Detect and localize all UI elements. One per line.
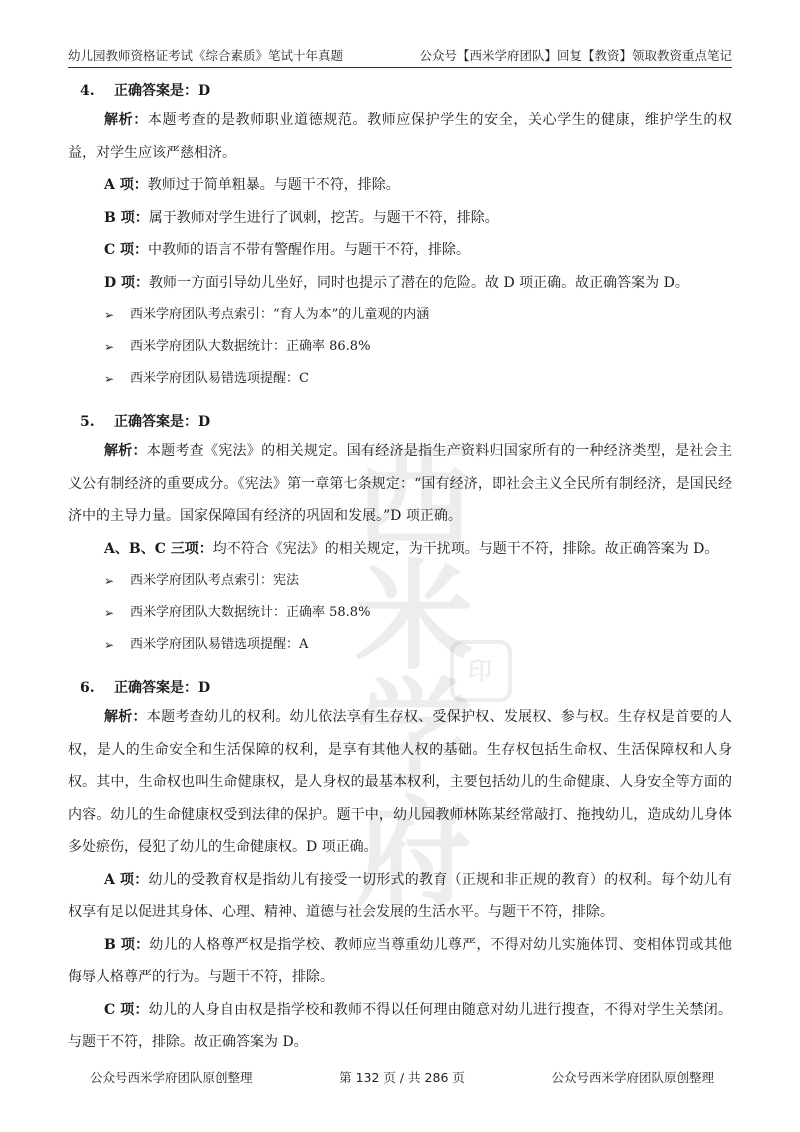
- option-paragraph: [68, 234, 732, 267]
- bullet-text: 西米学府团队考点索引：宪法: [130, 573, 300, 588]
- option-paragraph: [68, 864, 732, 929]
- question-number: 6.: [80, 680, 95, 696]
- option-paragraph: [68, 929, 732, 994]
- analysis-paragraph: [68, 435, 732, 533]
- question-5-heading: [68, 409, 732, 435]
- option-label: A 项：: [104, 871, 149, 888]
- arrow-bullet-icon: ➢: [104, 340, 115, 354]
- footer-left: 公众号西米学府团队原创整理: [90, 1070, 253, 1085]
- analysis-text: 本题考查的是教师职业道德规范。教师应保护学生的安全，关心学生的健康，维护学生的权益，对学生应该严慈相济。: [68, 112, 732, 161]
- option-text: 教师过于简单粗暴。与题干不符，排除。: [147, 177, 400, 193]
- question-4: [68, 78, 732, 395]
- header-title: 幼儿园教师资格证考试《综合素质》笔试十年真题: [68, 48, 344, 63]
- analysis-label: 解析：: [104, 709, 147, 725]
- arrow-bullet-icon: ➢: [104, 372, 115, 386]
- option-label: C 项：: [104, 242, 149, 258]
- option-text: 中教师的语言不带有警醒作用。与题干不符，排除。: [148, 242, 471, 258]
- arrow-bullet-icon: ➢: [104, 308, 115, 322]
- option-label: B 项：: [104, 209, 149, 226]
- bullet-text: 西米学府团队考点索引：“育人为本”的儿童观的内涵: [130, 307, 430, 322]
- bullet-text: 西米学府团队易错选项提醒：A: [130, 637, 309, 652]
- question-4-heading: [68, 78, 732, 104]
- option-text: 均不符合《宪法》的相关规定，为干扰项。与题干不符，排除。故正确答案为 D。: [212, 540, 719, 557]
- watermark-seal: 印: [450, 640, 512, 702]
- option-paragraph: [68, 202, 732, 235]
- option-paragraph: [68, 169, 732, 202]
- option-label: D 项：: [104, 274, 150, 291]
- page-footer: [68, 1068, 732, 1086]
- bullet-item: [68, 565, 732, 597]
- bullet-item: [68, 331, 732, 363]
- analysis-text: 本题考查《宪法》的相关规定。国有经济是指生产资料归国家所有的一种经济类型，是社会主义公有制经济的重要成分。《宪法》第一章第七条规定：“国有经济，即社会主义全民所有制经济，是国民经济中的主导力量。国家保障国有经济的巩固和发展。”D 项正确。: [68, 443, 733, 524]
- question-number: 4.: [80, 83, 95, 99]
- bullet-item: [68, 299, 732, 331]
- arrow-bullet-icon: ➢: [104, 574, 115, 588]
- analysis-paragraph: [68, 701, 732, 864]
- page-content: [68, 78, 732, 1059]
- analysis-text: 本题考查幼儿的权利。幼儿依法享有生存权、受保护权、发展权、参与权。生存权是首要的人权，是人的生命安全和生活保障的权利，是享有其他人权的基础。生存权包括生命权、生活保障权和人身权。其中，生命权也叫生命健康权，是人身权的最基本权利，主要包括幼儿的生命健康、人身安全等方面的内容。幼儿的生命健康权受到法律的保护。题干中，幼儿园教师林陈某经常敲打、拖拽幼儿，造成幼儿身体多处瘀伤，侵犯了幼儿的生命健康权。D 项正确。: [68, 709, 733, 855]
- option-text: 幼儿的受教育权是指幼儿有接受一切形式的教育（正规和非正规的教育）的权利。每个幼儿有权享有足以促进其身体、心理、精神、道德与社会发展的生活水平。与题干不符，排除。: [68, 871, 732, 920]
- page-number: 第 132 页 / 共 286 页: [339, 1070, 465, 1085]
- option-paragraph: [68, 994, 732, 1059]
- option-text: 幼儿的人身自由权是指学校和教师不得以任何理由随意对幼儿进行搜查，不得对学生关禁闭。与题干不符，排除。故正确答案为 D。: [68, 1001, 732, 1050]
- option-label: B 项：: [104, 936, 150, 953]
- analysis-paragraph: [68, 104, 732, 169]
- bullet-item: [68, 597, 732, 629]
- option-label: C 项：: [104, 1001, 149, 1018]
- bullet-item: [68, 363, 732, 395]
- option-text: 属于教师对学生进行了讽刺，挖苦。与题干不符，排除。: [148, 209, 499, 226]
- question-6-heading: [68, 675, 732, 701]
- arrow-bullet-icon: ➢: [104, 606, 115, 620]
- bullet-text: 西米学府团队大数据统计：正确率 86.8%: [130, 339, 371, 354]
- analysis-label: 解析：: [104, 112, 148, 128]
- option-paragraph: [68, 533, 732, 566]
- bullet-text: 西米学府团队大数据统计：正确率 58.8%: [130, 605, 371, 620]
- question-5: [68, 409, 732, 661]
- option-label: A 项：: [104, 177, 148, 193]
- watermark-text-2: 学府: [354, 666, 475, 922]
- bullet-text: 西米学府团队易错选项提醒：C: [130, 371, 309, 386]
- page-header: [68, 42, 732, 68]
- question-number: 5.: [80, 414, 95, 430]
- arrow-bullet-icon: ➢: [104, 638, 115, 652]
- answer-line: 正确答案是：D: [114, 680, 211, 696]
- option-text: 幼儿的人格尊严权是指学校、教师应当尊重幼儿尊严，不得对幼儿实施体罚、变相体罚或其他侮辱人格尊严的行为。与题干不符，排除。: [68, 936, 732, 985]
- watermark-text-1: 西米: [354, 430, 475, 686]
- option-label: A、B、C 三项：: [104, 540, 213, 557]
- option-text: 教师一方面引导幼儿坐好，同时也提示了潜在的危险。故 D 项正确。故正确答案为 D。: [149, 274, 689, 291]
- question-6: [68, 666, 733, 1059]
- bullet-item: [68, 629, 732, 661]
- option-paragraph: [68, 267, 732, 300]
- header-promo: 公众号【西米学府团队】回复【教资】领取教资重点笔记: [419, 48, 732, 63]
- footer-right: 公众号西米学府团队原创整理: [551, 1070, 714, 1085]
- analysis-label: 解析：: [104, 443, 147, 459]
- answer-line: 正确答案是：D: [114, 414, 211, 430]
- answer-line: 正确答案是：D: [114, 83, 211, 99]
